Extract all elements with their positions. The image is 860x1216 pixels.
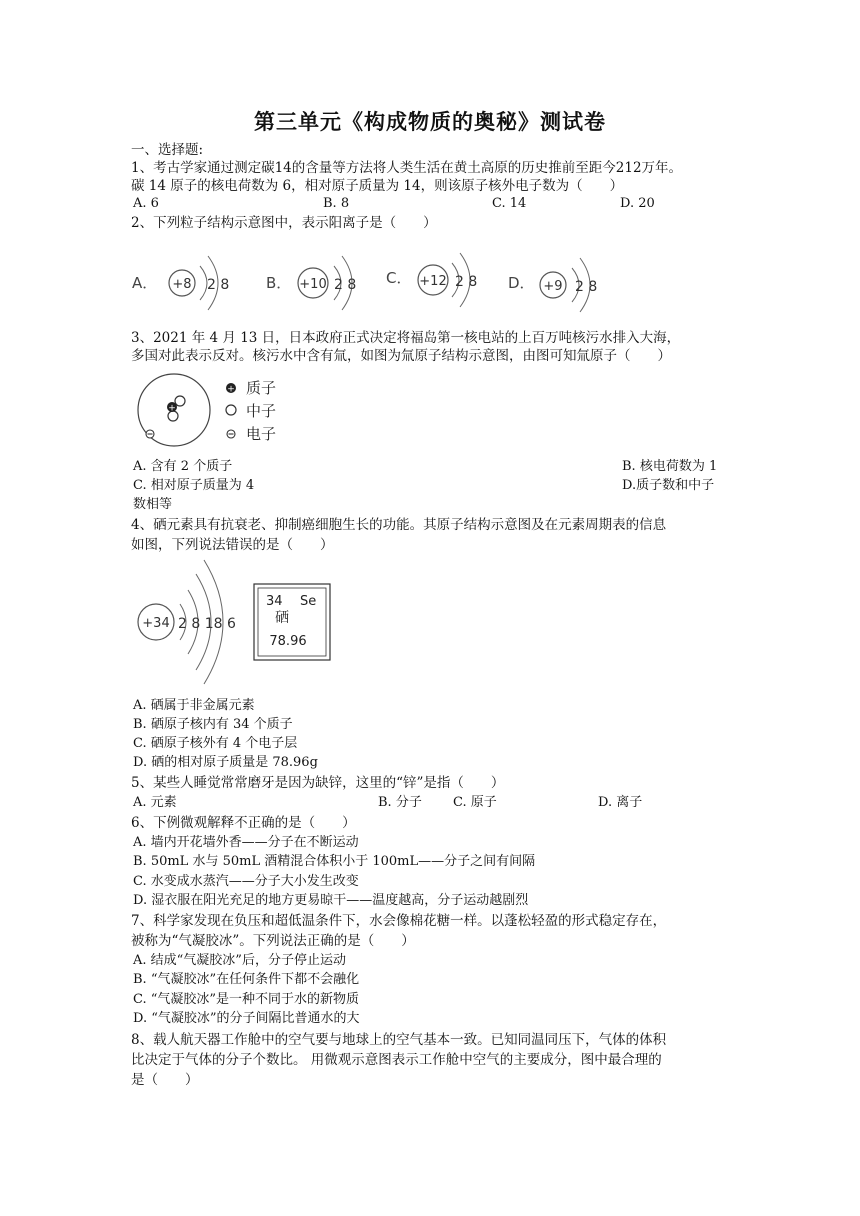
q1-option-d: D. 20 xyxy=(620,196,655,211)
section-heading: 一、选择题: xyxy=(131,142,204,158)
q2-diagram-a-letter: A． xyxy=(132,274,158,292)
q8-stem-line1: 8、载人航天器工作舱中的空气要与地球上的空气基本一致。已知同温同压下，气体的体积 xyxy=(131,1032,667,1048)
q2-diagram-a-shells: 2 8 xyxy=(207,277,230,293)
q4-option-c: C. 硒原子核外有 4 个电子层 xyxy=(133,736,298,751)
q2-diagram-d-nucleus: +9 xyxy=(543,279,563,294)
page-title: 第三单元《构成物质的奥秘》测试卷 xyxy=(254,109,606,134)
q4-selenium-diagrams xyxy=(130,556,340,688)
q4-stem-line1: 4、硒元素具有抗衰老、抑制癌细胞生长的功能。其原子结构示意图及在元素周期表的信息 xyxy=(131,517,667,533)
q2-diagram-d-letter: D． xyxy=(508,274,535,292)
q2-diagram-b-letter: B． xyxy=(266,274,292,292)
q2-particle-diagrams xyxy=(120,238,620,316)
q2-diagram-d xyxy=(508,258,597,312)
q2-diagram-d-shells: 2 8 xyxy=(575,279,598,295)
q2-diagram-c-nucleus: +12 xyxy=(419,274,447,289)
q6-stem: 6、下例微观解释不正确的是（ ） xyxy=(131,815,356,831)
legend-electron: 电子 xyxy=(246,425,277,443)
q6-option-c: C. 水变成水蒸汽——分子大小发生改变 xyxy=(133,874,359,889)
periodic-table-cell xyxy=(254,584,330,660)
legend-neutron: 中子 xyxy=(246,402,277,420)
q1-stem-line2: 碳 14 原子的核电荷数为 6，相对原子质量为 14，则该原子核外电子数为（ ） xyxy=(131,178,624,194)
q2-diagram-b-shells: 2 8 xyxy=(334,277,357,293)
q1-option-b: B. 8 xyxy=(323,196,350,211)
q6-option-b: B. 50mL 水与 50mL 酒精混合体积小于 100mL——分子之间有间隔 xyxy=(133,854,536,869)
q2-diagram-c xyxy=(386,253,477,307)
q2-diagram-a-nucleus: +8 xyxy=(172,277,192,292)
q3-option-c: C. 相对原子质量为 4 xyxy=(133,478,255,493)
q3-tritium-diagram xyxy=(130,372,310,452)
q4-option-b: B. 硒原子核内有 34 个质子 xyxy=(133,717,293,732)
selenium-nucleus: +34 xyxy=(142,616,170,631)
q3-option-d: D.质子数和中子 xyxy=(622,478,715,493)
q7-option-d: D. “气凝胶冰”的分子间隔比普通水的大 xyxy=(133,1011,360,1026)
q2-stem: 2、下列粒子结构示意图中，表示阳离子是（ ） xyxy=(131,215,437,231)
q3-option-b: B. 核电荷数为 1 xyxy=(622,459,718,474)
q1-option-a: A. 6 xyxy=(133,196,159,211)
selenium-shells: 2 8 18 6 xyxy=(178,616,236,632)
q1-stem-line1: 1、考古学家通过测定碳14的含量等方法将人类生活在黄土高原的历史推前至距今212万年。 xyxy=(131,160,683,176)
element-number: 34 xyxy=(266,594,283,609)
q2-diagram-c-shells: 2 8 xyxy=(455,274,478,290)
q2-diagram-c-letter: C． xyxy=(386,269,412,287)
q5-stem: 5、某些人睡觉常常磨牙是因为缺锌，这里的“锌”是指（ ） xyxy=(131,775,505,791)
legend-proton: 质子 xyxy=(246,379,277,397)
q5-option-c: C. 原子 xyxy=(453,795,497,810)
q6-option-d: D. 湿衣服在阳光充足的地方更易晾干——温度越高，分子运动越剧烈 xyxy=(133,893,529,908)
q5-option-d: D. 离子 xyxy=(598,795,643,810)
q2-diagram-b-nucleus: +10 xyxy=(299,277,327,292)
q7-stem-line1: 7、科学家发现在负压和超低温条件下，水会像棉花糖一样。以蓬松轻盈的形式稳定存在， xyxy=(131,913,667,929)
q7-option-a: A. 结成“气凝胶冰”后，分子停止运动 xyxy=(133,953,346,968)
q6-option-a: A. 墙内开花墙外香——分子在不断运动 xyxy=(133,835,359,850)
element-name: 硒 xyxy=(275,610,289,626)
element-symbol: Se xyxy=(300,594,317,609)
q3-stem-line1: 3、2021 年 4 月 13 日，日本政府正式决定将福岛第一核电站的上百万吨核污水排入大海， xyxy=(131,330,681,346)
q2-diagram-b xyxy=(266,256,356,310)
q7-option-c: C. “气凝胶冰”是一种不同于水的新物质 xyxy=(133,992,360,1007)
q4-option-a: A. 硒属于非金属元素 xyxy=(133,698,255,713)
q7-option-b: B. “气凝胶冰”在任何条件下都不会融化 xyxy=(133,972,360,987)
q8-stem-line2: 比决定于气体的分子个数比。 用微观示意图表示工作舱中空气的主要成分，图中最合理的 xyxy=(131,1052,662,1068)
q3-option-a: A. 含有 2 个质子 xyxy=(133,459,233,474)
q1-option-c: C. 14 xyxy=(492,196,527,211)
q8-stem-line3: 是（ ） xyxy=(131,1072,199,1088)
q4-option-d: D. 硒的相对原子质量是 78.96g xyxy=(133,755,318,770)
neutron-legend-icon xyxy=(226,405,236,415)
svg-text:+: + xyxy=(168,403,176,414)
q5-option-b: B. 分子 xyxy=(378,795,422,810)
q2-diagram-a xyxy=(132,256,229,310)
q5-option-a: A. 元素 xyxy=(133,795,177,810)
q4-stem-line2: 如图，下列说法错误的是（ ） xyxy=(131,537,334,553)
element-mass: 78.96 xyxy=(269,634,307,649)
q3-stem-line2: 多国对此表示反对。核污水中含有氚，如图为氚原子结构示意图，由图可知氚原子（ ） xyxy=(131,348,671,364)
selenium-atom-diagram xyxy=(138,560,236,684)
q7-stem-line2: 被称为“气凝胶冰”。下列说法正确的是（ ） xyxy=(131,933,415,949)
neutron-dot xyxy=(175,396,185,406)
svg-text:+: + xyxy=(227,384,235,395)
q3-option-d-continued: 数相等 xyxy=(133,497,173,512)
